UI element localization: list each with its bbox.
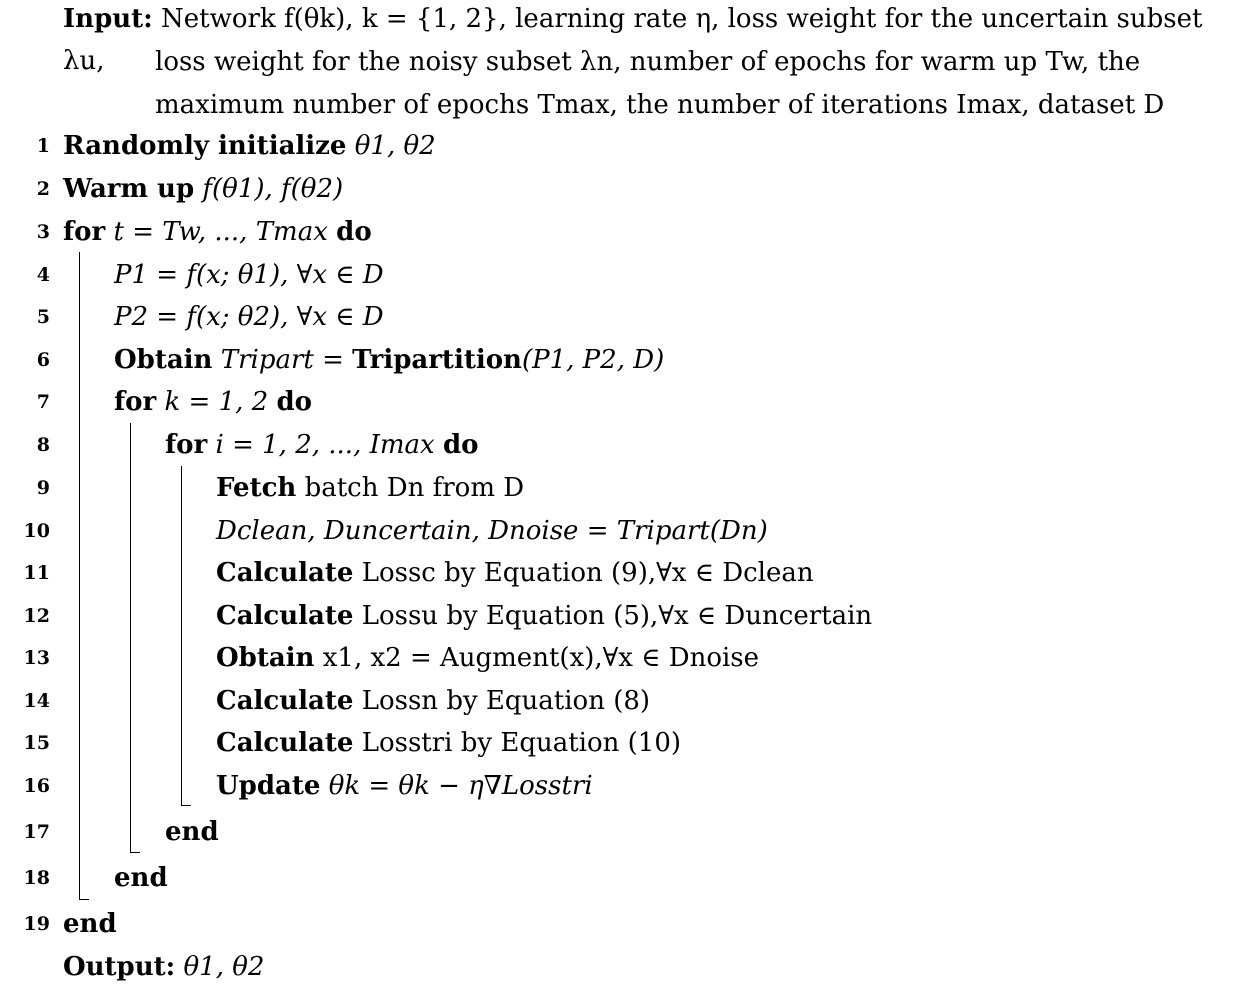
- line-number: 15: [23, 732, 50, 754]
- line-number: 2: [36, 178, 50, 200]
- line-number: 14: [23, 690, 50, 712]
- line-text: θ1, θ2: [354, 131, 436, 161]
- output-line: [63, 946, 264, 988]
- line-number: 16: [23, 775, 50, 797]
- input-line-3: maximum number of epochs Tmax, the number of iterations Imax, dataset D: [155, 90, 1165, 120]
- output-label: Output:: [63, 952, 176, 982]
- keyword: for: [63, 217, 106, 247]
- line-number: 12: [23, 605, 50, 627]
- line-number: 13: [23, 647, 50, 669]
- line-text: x1, x2 = Augment(x),∀x ∈ Dnoise: [322, 643, 760, 673]
- input-label: Input:: [63, 4, 153, 34]
- line-number: 19: [23, 913, 50, 935]
- keyword-end: end: [63, 909, 117, 939]
- scope-hook-k-for: [130, 852, 140, 853]
- line-text: i = 1, 2, ..., Imax: [215, 430, 435, 460]
- keyword: Calculate: [216, 686, 354, 716]
- line-text: P2 = f(x; θ2), ∀x ∈ D: [114, 302, 384, 332]
- function-name: Tripartition: [352, 345, 522, 375]
- scope-line-k-for: [130, 423, 131, 853]
- keyword-do: do: [442, 430, 479, 460]
- keyword-do: do: [276, 387, 312, 417]
- output-text: θ1, θ2: [183, 952, 265, 982]
- line-number: 18: [23, 867, 50, 889]
- line-text: P1 = f(x; θ1), ∀x ∈ D: [114, 260, 384, 290]
- scope-line-i-for: [181, 466, 182, 806]
- line-number: 17: [23, 821, 50, 843]
- line-number: 11: [23, 562, 50, 584]
- scope-hook-i-for: [181, 805, 191, 806]
- keyword: Calculate: [216, 558, 354, 588]
- line-number: 4: [36, 264, 50, 286]
- keyword: for: [165, 430, 208, 460]
- scope-line-outer-for: [79, 252, 80, 900]
- keyword: Randomly initialize: [63, 131, 347, 161]
- line-text: k = 1, 2: [164, 387, 269, 417]
- line-number: 6: [36, 349, 50, 371]
- line-text: Losstri by Equation (10): [361, 728, 682, 758]
- keyword: Update: [216, 771, 321, 801]
- keyword: Warm up: [63, 174, 195, 204]
- keyword: Calculate: [216, 728, 354, 758]
- line-text: Lossn by Equation (8): [361, 686, 651, 716]
- line-number: 3: [36, 221, 50, 243]
- keyword: Obtain: [114, 345, 213, 375]
- keyword-end: end: [114, 863, 168, 893]
- keyword-end: end: [165, 817, 219, 847]
- keyword: Calculate: [216, 601, 354, 631]
- line-number: 1: [36, 135, 50, 157]
- line-text: t = Tw, ..., Tmax: [113, 217, 328, 247]
- line-text: θk = θk − η∇Losstri: [328, 771, 593, 801]
- input-text-1: Network f(θk), k = {1, 2}, learning rate η, loss weight for the uncertain subset λu,: [63, 4, 1203, 76]
- keyword-do: do: [336, 217, 372, 247]
- line-text: Lossc by Equation (9),∀x ∈ Dclean: [361, 558, 814, 588]
- input-line-2: loss weight for the noisy subset λn, number of epochs for warm up Tw, the: [155, 47, 1141, 77]
- keyword: Obtain: [216, 643, 315, 673]
- line-number: 5: [36, 306, 50, 328]
- line-number: 9: [36, 477, 50, 499]
- line-text: Dclean, Duncertain, Dnoise = Tripart(Dn): [216, 516, 768, 546]
- line-text: Tripart =: [220, 345, 344, 375]
- line-text: batch Dn from D: [304, 473, 525, 503]
- keyword: Fetch: [216, 473, 297, 503]
- line-number: 8: [36, 434, 50, 456]
- keyword: for: [114, 387, 157, 417]
- line-text: Lossu by Equation (5),∀x ∈ Duncertain: [361, 601, 873, 631]
- line-text-args: (P1, P2, D): [521, 345, 665, 375]
- line-number: 10: [23, 520, 50, 542]
- scope-hook-outer-for: [79, 899, 89, 900]
- line-text: f(θ1), f(θ2): [202, 174, 344, 204]
- line-number: 7: [36, 391, 50, 413]
